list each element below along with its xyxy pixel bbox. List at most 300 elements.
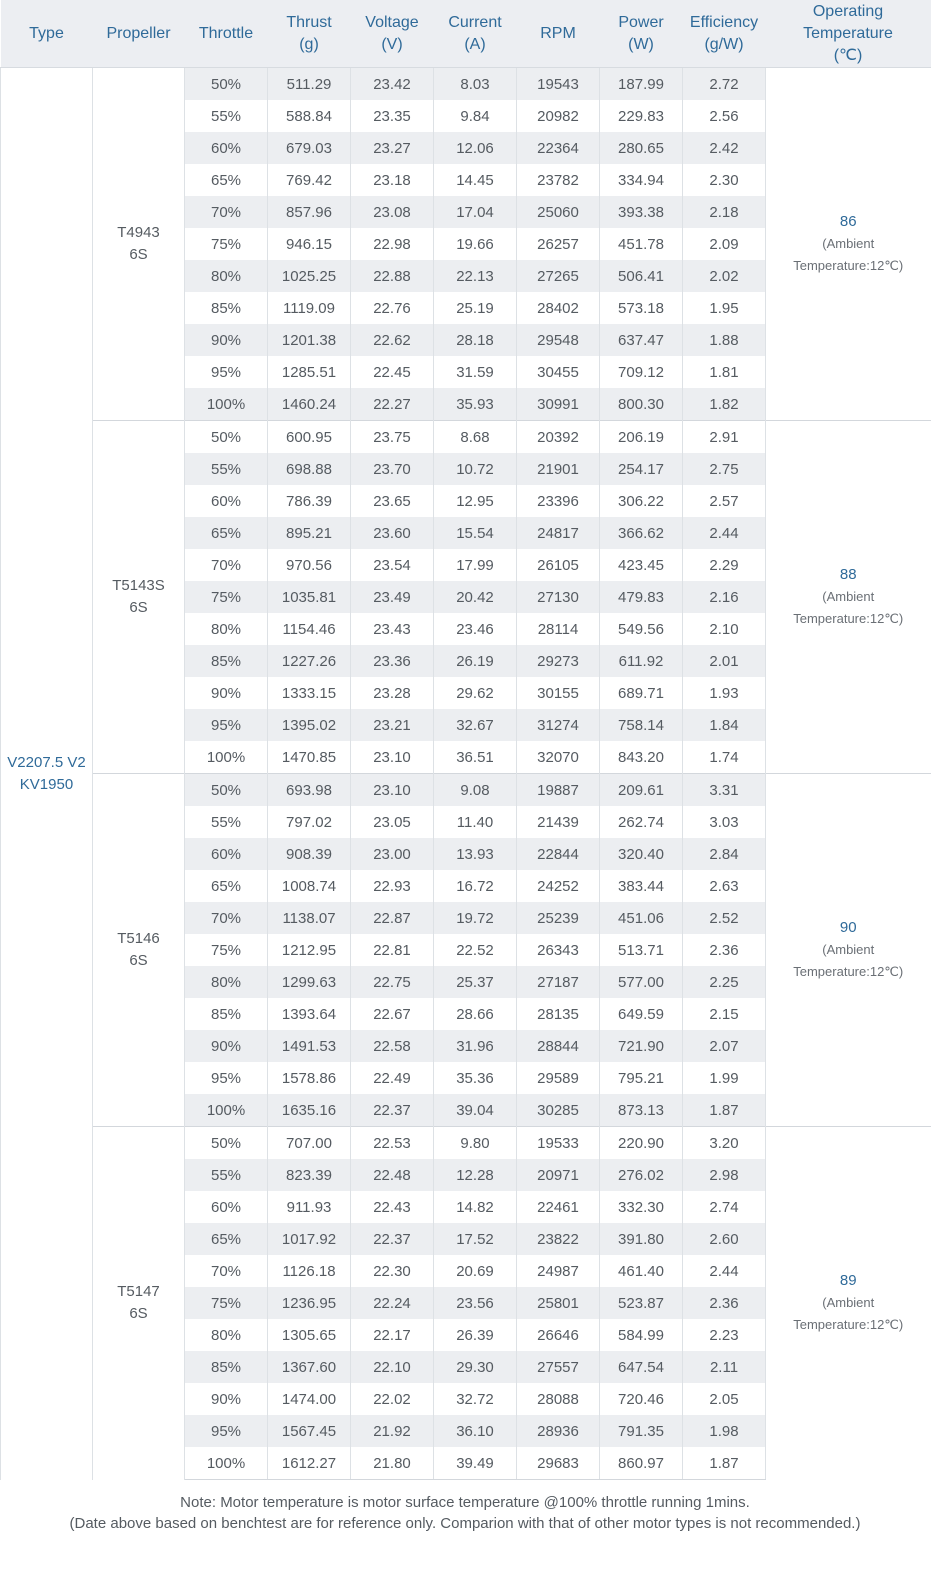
voltage-cell: 22.37 — [351, 1094, 434, 1127]
power-cell: 332.30 — [600, 1191, 683, 1223]
rpm-cell: 28135 — [517, 998, 600, 1030]
throttle-cell: 100% — [185, 1447, 268, 1480]
propeller-cell — [93, 774, 185, 1127]
power-cell: 720.46 — [600, 1383, 683, 1415]
power-cell: 573.18 — [600, 292, 683, 324]
current-cell: 23.56 — [434, 1287, 517, 1319]
throttle-cell: 75% — [185, 228, 268, 260]
header-efficiency — [683, 0, 766, 68]
current-cell: 22.13 — [434, 260, 517, 292]
efficiency-cell: 2.25 — [683, 966, 766, 998]
voltage-cell: 23.75 — [351, 421, 434, 454]
current-cell: 25.37 — [434, 966, 517, 998]
thrust-cell: 1393.64 — [268, 998, 351, 1030]
thrust-cell: 1305.65 — [268, 1319, 351, 1351]
voltage-cell: 22.81 — [351, 934, 434, 966]
power-cell: 637.47 — [600, 324, 683, 356]
thrust-cell: 1025.25 — [268, 260, 351, 292]
rpm-cell: 25801 — [517, 1287, 600, 1319]
power-cell: 391.80 — [600, 1223, 683, 1255]
throttle-cell: 60% — [185, 838, 268, 870]
current-cell: 9.08 — [434, 774, 517, 807]
power-cell: 791.35 — [600, 1415, 683, 1447]
current-cell: 39.04 — [434, 1094, 517, 1127]
current-cell: 26.39 — [434, 1319, 517, 1351]
rpm-cell: 24987 — [517, 1255, 600, 1287]
footnote-line-2: (Date above based on benchtest are for reference only. Comparion with that of other motor types is not recommended.) — [69, 1515, 861, 1532]
efficiency-cell: 2.15 — [683, 998, 766, 1030]
header-propeller: Propeller — [93, 0, 185, 68]
efficiency-cell: 1.81 — [683, 356, 766, 388]
voltage-cell: 22.87 — [351, 902, 434, 934]
current-cell: 15.54 — [434, 517, 517, 549]
voltage-cell: 23.42 — [351, 68, 434, 101]
efficiency-cell: 1.99 — [683, 1062, 766, 1094]
header-current-unit: (A) — [464, 35, 486, 53]
current-cell: 31.96 — [434, 1030, 517, 1062]
power-cell: 506.41 — [600, 260, 683, 292]
voltage-cell: 22.58 — [351, 1030, 434, 1062]
thrust-cell: 857.96 — [268, 196, 351, 228]
current-cell: 12.28 — [434, 1159, 517, 1191]
throttle-cell: 60% — [185, 132, 268, 164]
thrust-cell: 1201.38 — [268, 324, 351, 356]
thrust-cell: 1299.63 — [268, 966, 351, 998]
propeller-cell — [93, 1127, 185, 1480]
efficiency-cell: 2.52 — [683, 902, 766, 934]
ambient-note-line-1: (Ambient — [822, 942, 875, 957]
propeller-name: T5146 — [117, 930, 160, 947]
throttle-cell: 95% — [185, 356, 268, 388]
thrust-cell: 1138.07 — [268, 902, 351, 934]
thrust-cell: 1035.81 — [268, 581, 351, 613]
table-row — [1, 1127, 931, 1160]
operating-temperature-value: 89 — [839, 1272, 857, 1290]
power-cell: 320.40 — [600, 838, 683, 870]
throttle-cell: 90% — [185, 1383, 268, 1415]
efficiency-cell: 3.03 — [683, 806, 766, 838]
efficiency-cell: 3.20 — [683, 1127, 766, 1160]
throttle-cell: 100% — [185, 388, 268, 421]
throttle-cell: 55% — [185, 453, 268, 485]
rpm-cell: 32070 — [517, 741, 600, 774]
voltage-cell: 22.37 — [351, 1223, 434, 1255]
efficiency-cell: 2.02 — [683, 260, 766, 292]
current-cell: 9.84 — [434, 100, 517, 132]
thrust-cell: 1227.26 — [268, 645, 351, 677]
current-cell: 26.19 — [434, 645, 517, 677]
throttle-cell: 65% — [185, 1223, 268, 1255]
throttle-cell: 65% — [185, 870, 268, 902]
rpm-cell: 30455 — [517, 356, 600, 388]
efficiency-cell: 2.09 — [683, 228, 766, 260]
efficiency-cell: 3.31 — [683, 774, 766, 807]
efficiency-cell: 2.44 — [683, 1255, 766, 1287]
throttle-cell: 95% — [185, 1062, 268, 1094]
thrust-cell: 693.98 — [268, 774, 351, 807]
current-cell: 35.93 — [434, 388, 517, 421]
voltage-cell: 23.36 — [351, 645, 434, 677]
voltage-cell: 23.28 — [351, 677, 434, 709]
rpm-cell: 30991 — [517, 388, 600, 421]
rpm-cell: 28088 — [517, 1383, 600, 1415]
power-cell: 721.90 — [600, 1030, 683, 1062]
throttle-cell: 65% — [185, 517, 268, 549]
rpm-cell: 27187 — [517, 966, 600, 998]
table-body — [1, 68, 931, 1480]
voltage-cell: 21.80 — [351, 1447, 434, 1480]
header-type: Type — [1, 0, 93, 68]
voltage-cell: 21.92 — [351, 1415, 434, 1447]
power-cell: 254.17 — [600, 453, 683, 485]
propeller-cell — [93, 421, 185, 774]
thrust-cell: 1635.16 — [268, 1094, 351, 1127]
header-thrust-label: Thrust — [286, 13, 332, 31]
efficiency-cell: 2.05 — [683, 1383, 766, 1415]
rpm-cell: 29683 — [517, 1447, 600, 1480]
current-cell: 28.18 — [434, 324, 517, 356]
power-cell: 689.71 — [600, 677, 683, 709]
current-cell: 12.06 — [434, 132, 517, 164]
power-cell: 366.62 — [600, 517, 683, 549]
thrust-cell: 1154.46 — [268, 613, 351, 645]
operating-temperature-value: 90 — [839, 919, 857, 936]
efficiency-cell: 2.30 — [683, 164, 766, 196]
efficiency-cell: 2.36 — [683, 1287, 766, 1319]
throttle-cell: 85% — [185, 645, 268, 677]
header-current — [434, 0, 517, 68]
throttle-cell: 50% — [185, 774, 268, 807]
table-row — [1, 421, 931, 454]
header-thrust — [268, 0, 351, 68]
operating-temperature-cell — [766, 68, 931, 421]
power-cell: 523.87 — [600, 1287, 683, 1319]
voltage-cell: 23.10 — [351, 741, 434, 774]
voltage-cell: 23.05 — [351, 806, 434, 838]
efficiency-cell: 2.56 — [683, 100, 766, 132]
power-cell: 577.00 — [600, 966, 683, 998]
power-cell: 451.78 — [600, 228, 683, 260]
propeller-cells: 6S — [129, 952, 148, 969]
power-cell: 649.59 — [600, 998, 683, 1030]
current-cell: 20.42 — [434, 581, 517, 613]
power-cell: 209.61 — [600, 774, 683, 807]
rpm-cell: 20971 — [517, 1159, 600, 1191]
power-cell: 758.14 — [600, 709, 683, 741]
voltage-cell: 22.67 — [351, 998, 434, 1030]
rpm-cell: 29589 — [517, 1062, 600, 1094]
rpm-cell: 26257 — [517, 228, 600, 260]
rpm-cell: 22461 — [517, 1191, 600, 1223]
throttle-cell: 90% — [185, 1030, 268, 1062]
voltage-cell: 22.43 — [351, 1191, 434, 1223]
voltage-cell: 22.27 — [351, 388, 434, 421]
throttle-cell: 100% — [185, 741, 268, 774]
thrust-cell: 946.15 — [268, 228, 351, 260]
efficiency-cell: 2.63 — [683, 870, 766, 902]
throttle-cell: 100% — [185, 1094, 268, 1127]
rpm-cell: 30285 — [517, 1094, 600, 1127]
propeller-name: T5143S — [112, 577, 165, 594]
thrust-cell: 1567.45 — [268, 1415, 351, 1447]
voltage-cell: 22.45 — [351, 356, 434, 388]
voltage-cell: 22.62 — [351, 324, 434, 356]
current-cell: 16.72 — [434, 870, 517, 902]
ambient-note-line-2: Temperature:12℃) — [793, 611, 904, 626]
rpm-cell: 20982 — [517, 100, 600, 132]
efficiency-cell: 1.93 — [683, 677, 766, 709]
throttle-cell: 80% — [185, 613, 268, 645]
efficiency-cell: 2.75 — [683, 453, 766, 485]
thrust-cell: 707.00 — [268, 1127, 351, 1160]
rpm-cell: 26646 — [517, 1319, 600, 1351]
header-power-unit: (W) — [628, 35, 654, 53]
header-temperature-unit: (℃) — [833, 46, 863, 64]
current-cell: 19.72 — [434, 902, 517, 934]
thrust-cell: 1236.95 — [268, 1287, 351, 1319]
rpm-cell: 29548 — [517, 324, 600, 356]
current-cell: 17.99 — [434, 549, 517, 581]
throttle-cell: 90% — [185, 324, 268, 356]
voltage-cell: 22.49 — [351, 1062, 434, 1094]
throttle-cell: 70% — [185, 1255, 268, 1287]
efficiency-cell: 1.87 — [683, 1094, 766, 1127]
throttle-cell: 70% — [185, 549, 268, 581]
current-cell: 19.66 — [434, 228, 517, 260]
voltage-cell: 23.60 — [351, 517, 434, 549]
efficiency-cell: 2.29 — [683, 549, 766, 581]
voltage-cell: 22.93 — [351, 870, 434, 902]
current-cell: 17.52 — [434, 1223, 517, 1255]
power-cell: 423.45 — [600, 549, 683, 581]
voltage-cell: 22.17 — [351, 1319, 434, 1351]
current-cell: 11.40 — [434, 806, 517, 838]
voltage-cell: 23.43 — [351, 613, 434, 645]
thrust-cell: 511.29 — [268, 68, 351, 101]
efficiency-cell: 1.82 — [683, 388, 766, 421]
throttle-cell: 55% — [185, 806, 268, 838]
propeller-cells: 6S — [129, 599, 148, 616]
current-cell: 31.59 — [434, 356, 517, 388]
rpm-cell: 29273 — [517, 645, 600, 677]
voltage-cell: 22.48 — [351, 1159, 434, 1191]
operating-temperature-value: 86 — [839, 213, 857, 230]
thrust-cell: 698.88 — [268, 453, 351, 485]
header-throttle: Throttle — [185, 0, 268, 68]
motor-type-line-1: V2207.5 V2 — [7, 753, 86, 771]
voltage-cell: 22.76 — [351, 292, 434, 324]
current-cell: 39.49 — [434, 1447, 517, 1480]
efficiency-cell: 2.57 — [683, 485, 766, 517]
throttle-cell: 75% — [185, 934, 268, 966]
power-cell: 549.56 — [600, 613, 683, 645]
throttle-cell: 50% — [185, 1127, 268, 1160]
efficiency-cell: 2.98 — [683, 1159, 766, 1191]
voltage-cell: 23.65 — [351, 485, 434, 517]
power-cell: 800.30 — [600, 388, 683, 421]
rpm-cell: 28402 — [517, 292, 600, 324]
motor-type-line-2: KV1950 — [19, 775, 74, 793]
motor-type-cell — [1, 68, 93, 1480]
power-cell: 584.99 — [600, 1319, 683, 1351]
rpm-cell: 24252 — [517, 870, 600, 902]
current-cell: 35.36 — [434, 1062, 517, 1094]
thrust-cell: 1285.51 — [268, 356, 351, 388]
thrust-cell: 1333.15 — [268, 677, 351, 709]
thrust-cell: 769.42 — [268, 164, 351, 196]
throttle-cell: 75% — [185, 1287, 268, 1319]
rpm-cell: 30155 — [517, 677, 600, 709]
thrust-cell: 600.95 — [268, 421, 351, 454]
current-cell: 14.45 — [434, 164, 517, 196]
operating-temperature-value: 88 — [839, 566, 857, 583]
rpm-cell: 19543 — [517, 68, 600, 101]
voltage-cell: 22.88 — [351, 260, 434, 292]
rpm-cell: 19887 — [517, 774, 600, 807]
throttle-cell: 80% — [185, 1319, 268, 1351]
efficiency-cell: 2.60 — [683, 1223, 766, 1255]
throttle-cell: 90% — [185, 677, 268, 709]
rpm-cell: 27557 — [517, 1351, 600, 1383]
throttle-cell: 55% — [185, 1159, 268, 1191]
rpm-cell: 25239 — [517, 902, 600, 934]
power-cell: 229.83 — [600, 100, 683, 132]
power-cell: 647.54 — [600, 1351, 683, 1383]
efficiency-cell: 2.16 — [683, 581, 766, 613]
rpm-cell: 25060 — [517, 196, 600, 228]
table-row — [1, 774, 931, 807]
thrust-cell: 588.84 — [268, 100, 351, 132]
power-cell: 334.94 — [600, 164, 683, 196]
voltage-cell: 23.08 — [351, 196, 434, 228]
efficiency-cell: 2.74 — [683, 1191, 766, 1223]
efficiency-cell: 2.10 — [683, 613, 766, 645]
throttle-cell: 55% — [185, 100, 268, 132]
voltage-cell: 23.00 — [351, 838, 434, 870]
header-current-label: Current — [448, 13, 502, 31]
current-cell: 32.72 — [434, 1383, 517, 1415]
efficiency-cell: 1.95 — [683, 292, 766, 324]
thrust-cell: 908.39 — [268, 838, 351, 870]
rpm-cell: 22844 — [517, 838, 600, 870]
voltage-cell: 22.75 — [351, 966, 434, 998]
thrust-cell: 1491.53 — [268, 1030, 351, 1062]
rpm-cell: 19533 — [517, 1127, 600, 1160]
header-row — [1, 0, 931, 68]
power-cell: 206.19 — [600, 421, 683, 454]
efficiency-cell: 2.23 — [683, 1319, 766, 1351]
efficiency-cell: 2.07 — [683, 1030, 766, 1062]
current-cell: 36.10 — [434, 1415, 517, 1447]
rpm-cell: 28844 — [517, 1030, 600, 1062]
current-cell: 20.69 — [434, 1255, 517, 1287]
rpm-cell: 23822 — [517, 1223, 600, 1255]
current-cell: 14.82 — [434, 1191, 517, 1223]
header-efficiency-label: Efficiency — [689, 13, 759, 31]
power-cell: 276.02 — [600, 1159, 683, 1191]
rpm-cell: 31274 — [517, 709, 600, 741]
header-voltage-label: Voltage — [365, 13, 419, 31]
operating-temperature-cell — [766, 1127, 931, 1480]
efficiency-cell: 2.18 — [683, 196, 766, 228]
thrust-cell: 823.39 — [268, 1159, 351, 1191]
throttle-cell: 70% — [185, 902, 268, 934]
voltage-cell: 23.21 — [351, 709, 434, 741]
efficiency-cell: 2.01 — [683, 645, 766, 677]
voltage-cell: 23.10 — [351, 774, 434, 807]
header-power — [600, 0, 683, 68]
voltage-cell: 23.54 — [351, 549, 434, 581]
rpm-cell: 20392 — [517, 421, 600, 454]
efficiency-cell: 1.74 — [683, 741, 766, 774]
header-voltage-unit: (V) — [381, 35, 403, 53]
thrust-cell: 1008.74 — [268, 870, 351, 902]
rpm-cell: 28936 — [517, 1415, 600, 1447]
current-cell: 28.66 — [434, 998, 517, 1030]
power-cell: 479.83 — [600, 581, 683, 613]
throttle-cell: 50% — [185, 68, 268, 101]
voltage-cell: 22.53 — [351, 1127, 434, 1160]
current-cell: 32.67 — [434, 709, 517, 741]
thrust-cell: 911.93 — [268, 1191, 351, 1223]
current-cell: 12.95 — [434, 485, 517, 517]
thrust-cell: 1119.09 — [268, 292, 351, 324]
current-cell: 17.04 — [434, 196, 517, 228]
rpm-cell: 26343 — [517, 934, 600, 966]
thrust-cell: 1367.60 — [268, 1351, 351, 1383]
throttle-cell: 60% — [185, 1191, 268, 1223]
ambient-note-line-2: Temperature:12℃) — [793, 964, 904, 979]
rpm-cell: 23782 — [517, 164, 600, 196]
power-cell: 220.90 — [600, 1127, 683, 1160]
footnote — [0, 1480, 930, 1534]
ambient-note-line-2: Temperature:12℃) — [793, 1317, 904, 1333]
propeller-cell — [93, 68, 185, 421]
efficiency-cell: 2.84 — [683, 838, 766, 870]
efficiency-cell: 1.84 — [683, 709, 766, 741]
efficiency-cell: 1.87 — [683, 1447, 766, 1480]
table-row — [1, 68, 931, 101]
throttle-cell: 80% — [185, 260, 268, 292]
current-cell: 10.72 — [434, 453, 517, 485]
operating-temperature-cell — [766, 421, 931, 774]
voltage-cell: 22.24 — [351, 1287, 434, 1319]
operating-temperature-cell — [766, 774, 931, 1127]
header-temperature-line1: Operating — [812, 2, 884, 20]
thrust-cell: 1612.27 — [268, 1447, 351, 1480]
rpm-cell: 21439 — [517, 806, 600, 838]
power-cell: 611.92 — [600, 645, 683, 677]
power-cell: 860.97 — [600, 1447, 683, 1480]
voltage-cell: 23.27 — [351, 132, 434, 164]
throttle-cell: 85% — [185, 998, 268, 1030]
current-cell: 9.80 — [434, 1127, 517, 1160]
voltage-cell: 23.18 — [351, 164, 434, 196]
thrust-cell: 970.56 — [268, 549, 351, 581]
current-cell: 29.30 — [434, 1351, 517, 1383]
rpm-cell: 27265 — [517, 260, 600, 292]
efficiency-cell: 1.88 — [683, 324, 766, 356]
throttle-cell: 75% — [185, 581, 268, 613]
thrust-cell: 1470.85 — [268, 741, 351, 774]
header-temperature-line2: Temperature — [803, 24, 893, 42]
thrust-cell: 1474.00 — [268, 1383, 351, 1415]
ambient-note-line-1: (Ambient — [822, 589, 875, 604]
header-temperature — [766, 0, 931, 68]
throttle-cell: 95% — [185, 709, 268, 741]
header-rpm: RPM — [517, 0, 600, 68]
power-cell: 393.38 — [600, 196, 683, 228]
